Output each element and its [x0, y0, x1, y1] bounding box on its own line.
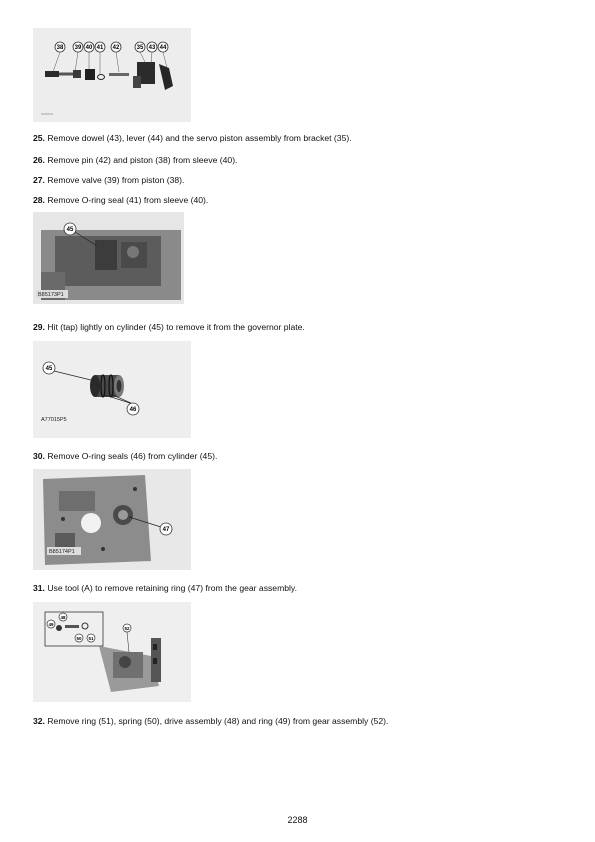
callout-43 — [147, 42, 157, 52]
step-32 — [33, 716, 388, 727]
step-28-text: Remove O-ring seal (41) from sleeve (40). — [47, 195, 209, 205]
step-25-number: 25. — [33, 133, 45, 143]
figure-servo-parts — [33, 28, 191, 122]
step-32-text: Remove ring (51), spring (50), drive assembly (48) and ring (49) from gear assembly (52). — [47, 716, 389, 726]
figure-servo-parts-image — [33, 28, 191, 122]
step-25 — [33, 133, 352, 144]
callout-35-text: 35 — [136, 45, 144, 51]
page-number: 2288 — [287, 815, 308, 825]
figure-governor-plate-image — [33, 212, 184, 304]
step-27-number: 27. — [33, 175, 45, 185]
callout-46-text: 46 — [129, 407, 137, 413]
step-26-text: Remove pin (42) and piston (38) from sleeve (40). — [47, 155, 238, 165]
callout-42-text: 42 — [112, 45, 120, 51]
callout-41 — [95, 42, 105, 52]
callout-44 — [158, 42, 168, 52]
callout-50-text: 50 — [76, 636, 82, 641]
callout-35 — [135, 42, 145, 52]
step-29 — [33, 322, 305, 333]
figure-governor-plate — [33, 212, 184, 304]
step-30-text: Remove O-ring seals (46) from cylinder (45). — [47, 451, 218, 461]
figure-gear-assembly — [33, 602, 191, 702]
figure-cylinder-image — [33, 341, 191, 438]
step-31 — [33, 583, 297, 594]
callout-52 — [123, 624, 131, 632]
callout-49 — [47, 620, 55, 628]
callout-48 — [59, 613, 67, 621]
callout-40 — [84, 42, 94, 52]
figure-cylinder-label: A77015P5 — [41, 417, 67, 423]
callout-47-text: 47 — [162, 527, 170, 533]
callout-38-text: 38 — [56, 45, 64, 51]
callout-45-text: 45 — [45, 366, 53, 372]
step-26 — [33, 155, 237, 166]
figure-retaining-ring — [33, 469, 191, 570]
callout-51-text: 51 — [88, 636, 94, 641]
figure-cylinder — [33, 341, 191, 438]
step-29-number: 29. — [33, 322, 45, 332]
callout-44-text: 44 — [159, 45, 167, 51]
figure-retaining-ring-label: B85174P1 — [49, 549, 75, 555]
callout-40-text: 40 — [85, 45, 93, 51]
callout-52-text: 52 — [124, 626, 130, 631]
step-27 — [33, 175, 184, 186]
callout-39-text: 39 — [74, 45, 82, 51]
callout-41-text: 41 — [96, 45, 104, 51]
step-30-number: 30. — [33, 451, 45, 461]
callout-51 — [87, 634, 95, 642]
step-25-text: Remove dowel (43), lever (44) and the servo piston assembly from bracket (35). — [47, 133, 352, 143]
step-30 — [33, 451, 217, 462]
figure-gear-assembly-image — [33, 602, 191, 702]
step-27-text: Remove valve (39) from piston (38). — [47, 175, 185, 185]
callout-50 — [75, 634, 83, 642]
figure-retaining-ring-image — [33, 469, 191, 570]
step-28-number: 28. — [33, 195, 45, 205]
step-32-number: 32. — [33, 716, 45, 726]
step-29-text: Hit (tap) lightly on cylinder (45) to remove it from the governor plate. — [47, 322, 305, 332]
callout-48-text: 48 — [60, 615, 66, 620]
step-31-number: 31. — [33, 583, 45, 593]
callout-42 — [111, 42, 121, 52]
step-26-number: 26. — [33, 155, 45, 165]
callout-43-text: 43 — [148, 45, 156, 51]
callout-45-text: 45 — [66, 227, 74, 233]
step-31-text: Use tool (A) to remove retaining ring (47) from the gear assembly. — [47, 583, 297, 593]
figure-governor-plate-label: B85173P1 — [38, 292, 64, 298]
callout-38 — [55, 42, 65, 52]
callout-39 — [73, 42, 83, 52]
callout-49-text: 49 — [48, 622, 54, 627]
step-28 — [33, 195, 208, 206]
